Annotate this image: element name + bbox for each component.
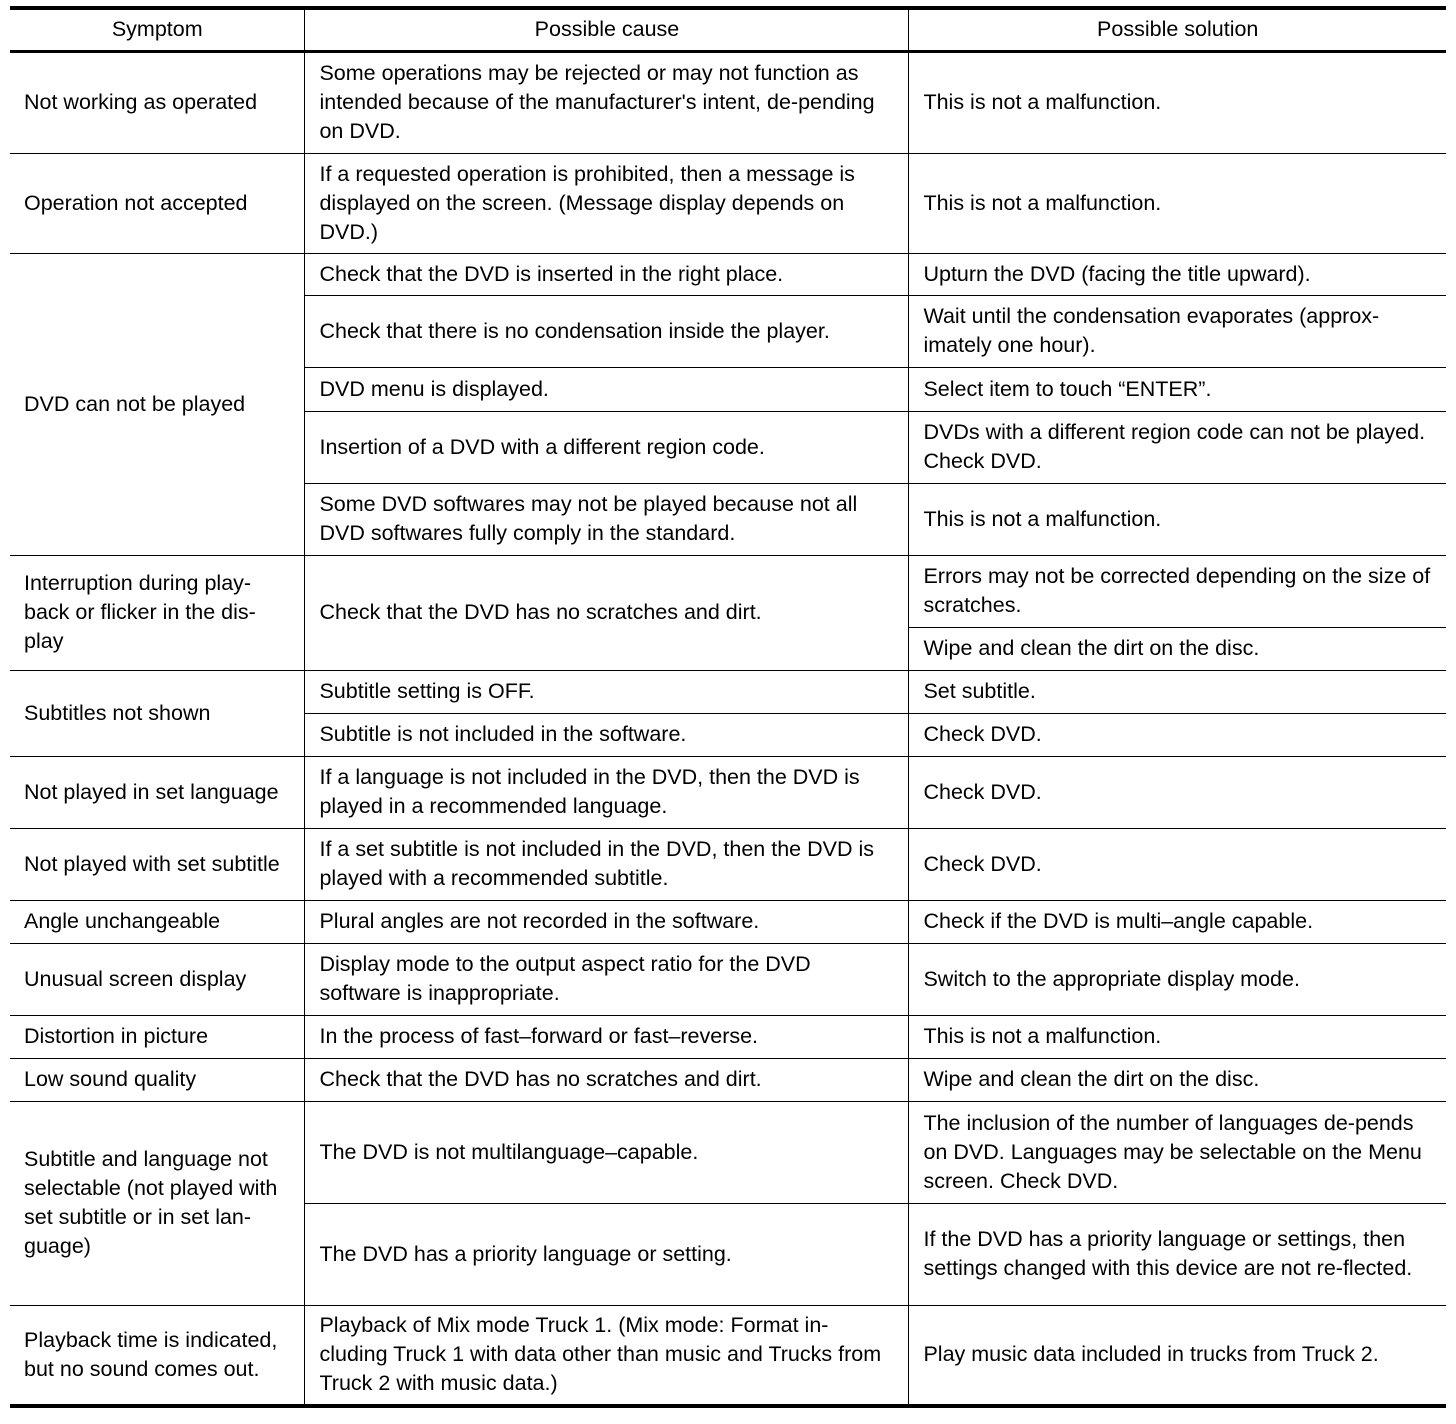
table-cell: Check that there is no condensation inside the player.	[305, 295, 909, 367]
table-cell: Check that the DVD has no scratches and dirt.	[305, 555, 909, 670]
table-cell: Subtitle is not included in the software.	[305, 713, 909, 756]
table-row	[10, 900, 1446, 943]
table-cell: Play music data included in trucks from Truck 2.	[909, 1305, 1446, 1406]
table-cell: Upturn the DVD (facing the title upward).	[909, 253, 1446, 295]
table-cell: Check DVD.	[909, 828, 1446, 900]
table-cell: Set subtitle.	[909, 670, 1446, 713]
table-cell: Interruption during play-back or flicker in the dis-play	[10, 555, 305, 670]
table-cell: Errors may not be corrected depending on the size of scratches.	[909, 555, 1446, 627]
table-cell: Playback time is indicated, but no sound comes out.	[10, 1305, 305, 1406]
table-cell: This is not a malfunction.	[909, 483, 1446, 555]
header-possible-solution: Possible solution	[909, 8, 1446, 51]
table-cell: Wipe and clean the dirt on the disc.	[909, 627, 1446, 670]
table-row	[10, 1015, 1446, 1058]
table-cell: Subtitle and language not selectable (not played with set subtitle or in set lan-guage)	[10, 1101, 305, 1305]
table-cell: Wait until the condensation evaporates (approx-imately one hour).	[909, 295, 1446, 367]
table-cell: Wipe and clean the dirt on the disc.	[909, 1058, 1446, 1101]
table-cell: Check that the DVD has no scratches and dirt.	[305, 1058, 909, 1101]
table-cell: Switch to the appropriate display mode.	[909, 943, 1446, 1015]
table-cell: Operation not accepted	[10, 153, 305, 253]
table-cell: This is not a malfunction.	[909, 51, 1446, 153]
table-cell: Not played with set subtitle	[10, 828, 305, 900]
table-row	[10, 51, 1446, 153]
table-cell: Low sound quality	[10, 1058, 305, 1101]
table-cell: Check DVD.	[909, 756, 1446, 828]
table-cell: In the process of fast–forward or fast–reverse.	[305, 1015, 909, 1058]
table-cell: Not working as operated	[10, 51, 305, 153]
table-cell: If a language is not included in the DVD, then the DVD is played in a recommended language.	[305, 756, 909, 828]
table-row	[10, 828, 1446, 900]
table-row	[10, 1101, 1446, 1203]
table-cell: If a set subtitle is not included in the DVD, then the DVD is played with a recommended subtitle.	[305, 828, 909, 900]
table-cell: Subtitles not shown	[10, 670, 305, 756]
table-cell: DVDs with a different region code can not be played. Check DVD.	[909, 411, 1446, 483]
table-cell: Plural angles are not recorded in the software.	[305, 900, 909, 943]
header-symptom: Symptom	[10, 8, 305, 51]
table-cell: This is not a malfunction.	[909, 153, 1446, 253]
table-row	[10, 756, 1446, 828]
table-cell: Some DVD softwares may not be played because not all DVD softwares fully comply in the standard.	[305, 483, 909, 555]
table-header	[10, 8, 1446, 51]
table-cell: Not played in set language	[10, 756, 305, 828]
table-row	[10, 1305, 1446, 1406]
table-cell: Subtitle setting is OFF.	[305, 670, 909, 713]
table-cell: Insertion of a DVD with a different region code.	[305, 411, 909, 483]
table-row	[10, 555, 1446, 627]
table-row	[10, 1058, 1446, 1101]
table-cell: The DVD has a priority language or setting.	[305, 1203, 909, 1305]
table-cell: Distortion in picture	[10, 1015, 305, 1058]
table-cell: If the DVD has a priority language or settings, then settings changed with this device are not re-flected.	[909, 1203, 1446, 1305]
table-cell: DVD can not be played	[10, 253, 305, 555]
table-cell: This is not a malfunction.	[909, 1015, 1446, 1058]
table-cell: Angle unchangeable	[10, 900, 305, 943]
table-cell: Check if the DVD is multi–angle capable.	[909, 900, 1446, 943]
table-cell: The inclusion of the number of languages de-pends on DVD. Languages may be selectable on the Menu screen. Check DVD.	[909, 1101, 1446, 1203]
table-cell: The DVD is not multilanguage–capable.	[305, 1101, 909, 1203]
table-cell: Check that the DVD is inserted in the right place.	[305, 253, 909, 295]
table-row	[10, 670, 1446, 713]
troubleshooting-table	[10, 6, 1446, 1408]
header-possible-cause: Possible cause	[305, 8, 909, 51]
table-cell: DVD menu is displayed.	[305, 367, 909, 411]
table-cell: Check DVD.	[909, 713, 1446, 756]
table-cell: Unusual screen display	[10, 943, 305, 1015]
table-cell: Playback of Mix mode Truck 1. (Mix mode: Format in-cluding Truck 1 with data other than music and Trucks from Truck 2 with music data.)	[305, 1305, 909, 1406]
table-cell: If a requested operation is prohibited, then a message is displayed on the screen. (Message display depends on DVD.)	[305, 153, 909, 253]
table-cell: Some operations may be rejected or may not function as intended because of the manufacturer's intent, de-pending on DVD.	[305, 51, 909, 153]
table-body	[10, 51, 1446, 1406]
table-cell: Display mode to the output aspect ratio for the DVD software is inappropriate.	[305, 943, 909, 1015]
table-row	[10, 153, 1446, 253]
table-cell: Select item to touch “ENTER”.	[909, 367, 1446, 411]
table-row	[10, 253, 1446, 295]
table-row	[10, 943, 1446, 1015]
